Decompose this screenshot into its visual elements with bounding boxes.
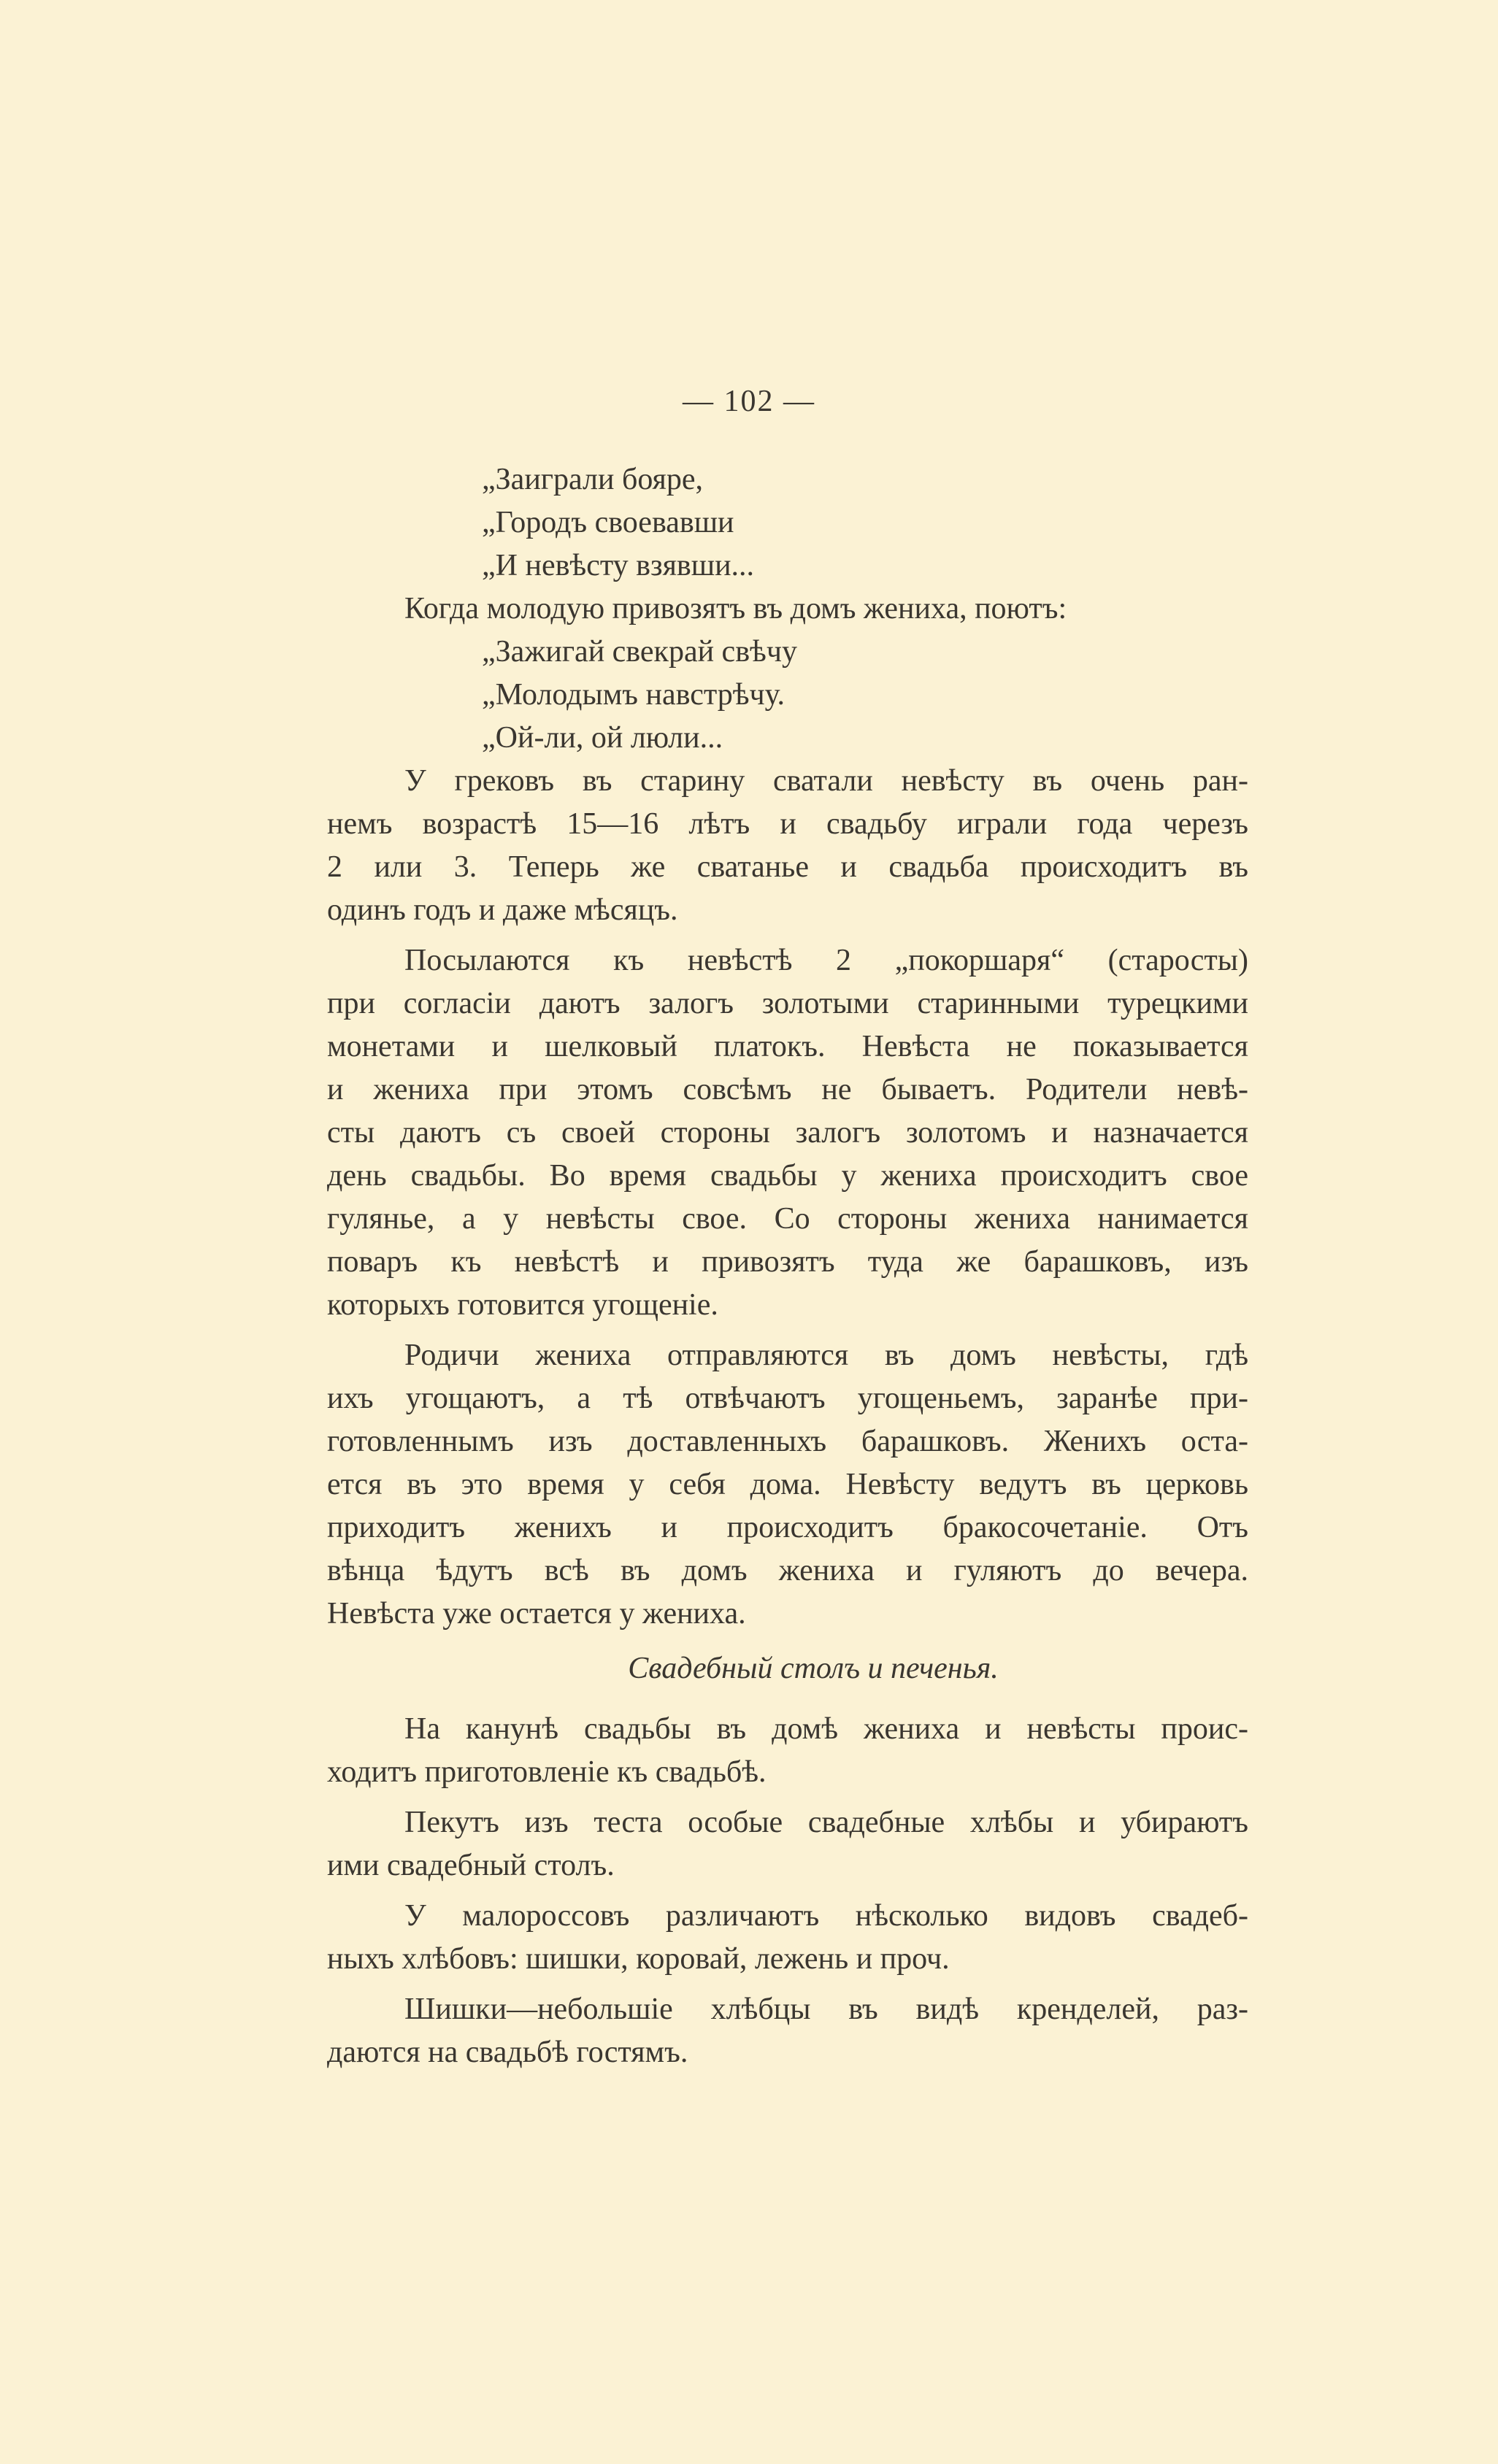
verse-line: „Ой-ли, ой люли... (482, 721, 723, 755)
text-line: У малороссовъ различаютъ нѣсколько видовъ свадеб- (404, 1899, 1248, 1933)
text-line: день свадьбы. Во время свадьбы у жениха происходитъ свое (327, 1159, 1248, 1193)
verse-line: „Молодымъ навстрѣчу. (482, 678, 785, 712)
text-line: которыхъ готовится угощеніе. (327, 1288, 718, 1322)
text-line: при согласіи даютъ залогъ золотыми старинными турецкими (327, 987, 1248, 1020)
text-line: На канунѣ свадьбы въ домѣ жениха и невѣсты проис- (404, 1712, 1248, 1746)
text-line: вѣнца ѣдутъ всѣ въ домъ жениха и гуляютъ до вечера. (327, 1554, 1248, 1587)
text-line: Невѣста уже остается у жениха. (327, 1597, 746, 1631)
text-line: 2 или 3. Теперь же сватанье и свадьба происходитъ въ (327, 850, 1248, 884)
text-line: У грековъ въ старину сватали невѣсту въ очень ран- (404, 764, 1248, 798)
verse-line: „Зажигай свекрай свѣчу (482, 635, 797, 669)
page-number: — 102 — (683, 385, 815, 418)
text-line: ими свадебный столъ. (327, 1849, 615, 1882)
text-line: ходитъ приготовленіе къ свадьбѣ. (327, 1755, 767, 1789)
text-line: сты даютъ съ своей стороны залогъ золотомъ и назначается (327, 1116, 1248, 1150)
text-line: одинъ годъ и даже мѣсяцъ. (327, 893, 678, 927)
text-line: ется въ это время у себя дома. Невѣсту ведутъ въ церковь (327, 1468, 1248, 1501)
verse-line: „Заиграли бояре, (482, 463, 704, 496)
text-line: и жениха при этомъ совсѣмъ не бываетъ. Родители невѣ- (327, 1073, 1248, 1106)
verse-line: „Городъ своевавши (482, 506, 734, 539)
text-line: приходитъ женихъ и происходитъ бракосочетаніе. Отъ (327, 1511, 1248, 1544)
section-heading: Свадебный столъ и печенья. (628, 1652, 999, 1685)
text-line: Шишки—небольшіе хлѣбцы въ видѣ кренделей, раз- (404, 1993, 1248, 2026)
text-line: даются на свадьбѣ гостямъ. (327, 2036, 688, 2069)
verse-line: „И невѣсту взявши... (482, 549, 755, 582)
text-line: ихъ угощаютъ, а тѣ отвѣчаютъ угощеньемъ, заранѣе при- (327, 1382, 1248, 1415)
text-line: готовленнымъ изъ доставленныхъ барашковъ. Женихъ оста- (327, 1425, 1248, 1458)
text-line: монетами и шелковый платокъ. Невѣста не показывается (327, 1030, 1248, 1063)
text-line: Пекутъ изъ теста особые свадебные хлѣбы и убираютъ (404, 1806, 1248, 1839)
text-line: Родичи жениха отправляются въ домъ невѣсты, гдѣ (404, 1339, 1248, 1372)
text-line: поваръ къ невѣстѣ и привозятъ туда же барашковъ, изъ (327, 1245, 1248, 1279)
text-line: Когда молодую привозятъ въ домъ жениха, поютъ: (404, 592, 1067, 625)
text-line: Посылаются къ невѣстѣ 2 „покоршаря“ (старосты) (404, 944, 1248, 977)
text-line: немъ возрастѣ 15—16 лѣтъ и свадьбу играли года черезъ (327, 807, 1248, 841)
page-text (327, 458, 1248, 2074)
text-line: гулянье, а у невѣсты свое. Со стороны жениха нанимается (327, 1202, 1248, 1236)
text-line: ныхъ хлѣбовъ: шишки, коровай, лежень и проч. (327, 1942, 950, 1976)
